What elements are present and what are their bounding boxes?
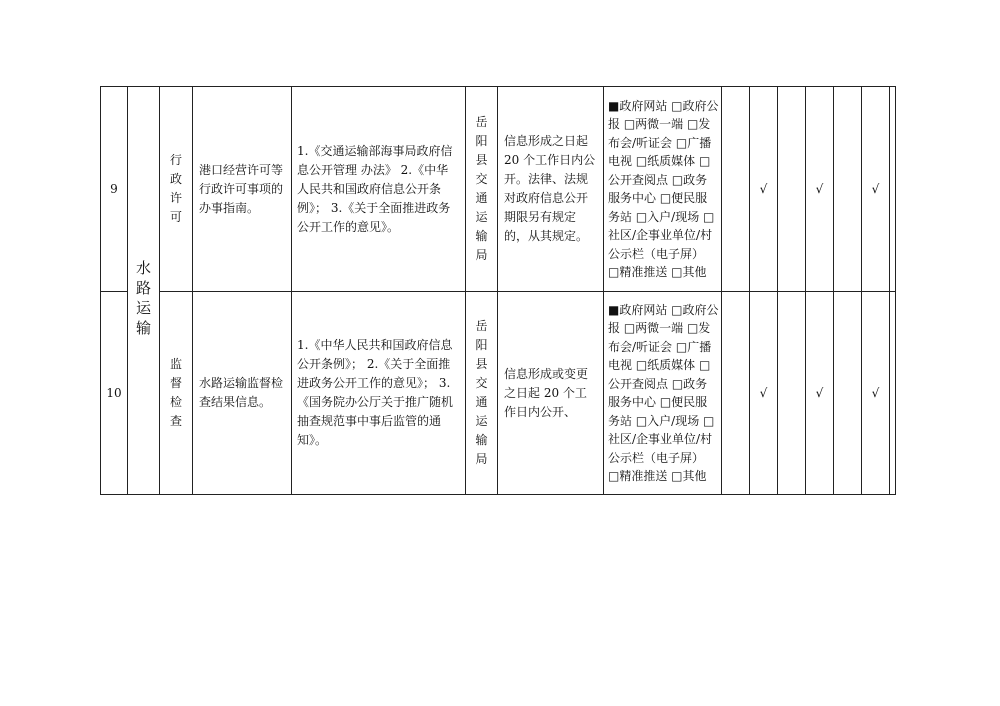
category-label: 水路运输 xyxy=(135,258,151,337)
row-number: 9 xyxy=(101,87,128,292)
department-cell xyxy=(466,87,498,292)
check-cell xyxy=(778,87,806,292)
check-cell xyxy=(778,292,806,495)
basis-cell: 1.《中华人民共和国政府信息公开条例》； 2.《关于全面推进政务公开工作的意见》； 3.《国务院办公厅关于推广随机抽查规范事中事后监管的通知》。 xyxy=(292,292,466,495)
check-cell xyxy=(890,87,896,292)
check-cell: √ xyxy=(750,292,778,495)
row-number: 10 xyxy=(101,292,128,495)
check-cell xyxy=(890,292,896,495)
check-cell: √ xyxy=(862,87,890,292)
check-cell xyxy=(722,87,750,292)
department: 岳阳县交通运输局 xyxy=(475,115,488,262)
item-type-cell xyxy=(160,87,193,292)
item-type: 行政许可 xyxy=(169,153,182,224)
time-limit-cell: 信息形成或变更之日起 20 个工作日内公开、 xyxy=(498,292,604,495)
table-row xyxy=(101,87,896,292)
department-cell xyxy=(466,292,498,495)
table-row xyxy=(101,292,896,495)
check-cell: √ xyxy=(750,87,778,292)
check-cell xyxy=(722,292,750,495)
department: 岳阳县交通运输局 xyxy=(475,319,488,466)
item-type: 监督检查 xyxy=(169,357,182,428)
check-cell xyxy=(834,292,862,495)
check-cell: √ xyxy=(806,87,834,292)
check-cell: √ xyxy=(806,292,834,495)
channels-cell: ■政府网站 □政府公报 □两微一端 □发布会/听证会 □广播电视 □纸质媒体 □公开查阅点 □政务服务中心 □便民服务站 □入户/现场 □社区/企事业单位/村公示栏（电子屏） □精准推送 □其他 xyxy=(604,292,722,495)
check-cell: √ xyxy=(862,292,890,495)
content-cell: 水路运输监督检查结果信息。 xyxy=(193,292,292,495)
time-limit-cell: 信息形成之日起 20 个工作日内公开。法律、法规对政府信息公开期限另有规定的，从其规定。 xyxy=(498,87,604,292)
category-cell xyxy=(128,87,160,495)
content-cell: 港口经营许可等行政许可事项的办事指南。 xyxy=(193,87,292,292)
basis-cell: 1.《交通运输部海事局政府信息公开管理 办法》 2.《中华人民共和国政府信息公开条例》； 3.《关于全面推进政务公开工作的意见》。 xyxy=(292,87,466,292)
check-cell xyxy=(834,87,862,292)
channels-cell: ■政府网站 □政府公报 □两微一端 □发布会/听证会 □广播电视 □纸质媒体 □公开查阅点 □政务服务中心 □便民服务站 □入户/现场 □社区/企事业单位/村公示栏（电子屏） □精准推送 □其他 xyxy=(604,87,722,292)
disclosure-table xyxy=(100,86,896,495)
item-type-cell xyxy=(160,292,193,495)
